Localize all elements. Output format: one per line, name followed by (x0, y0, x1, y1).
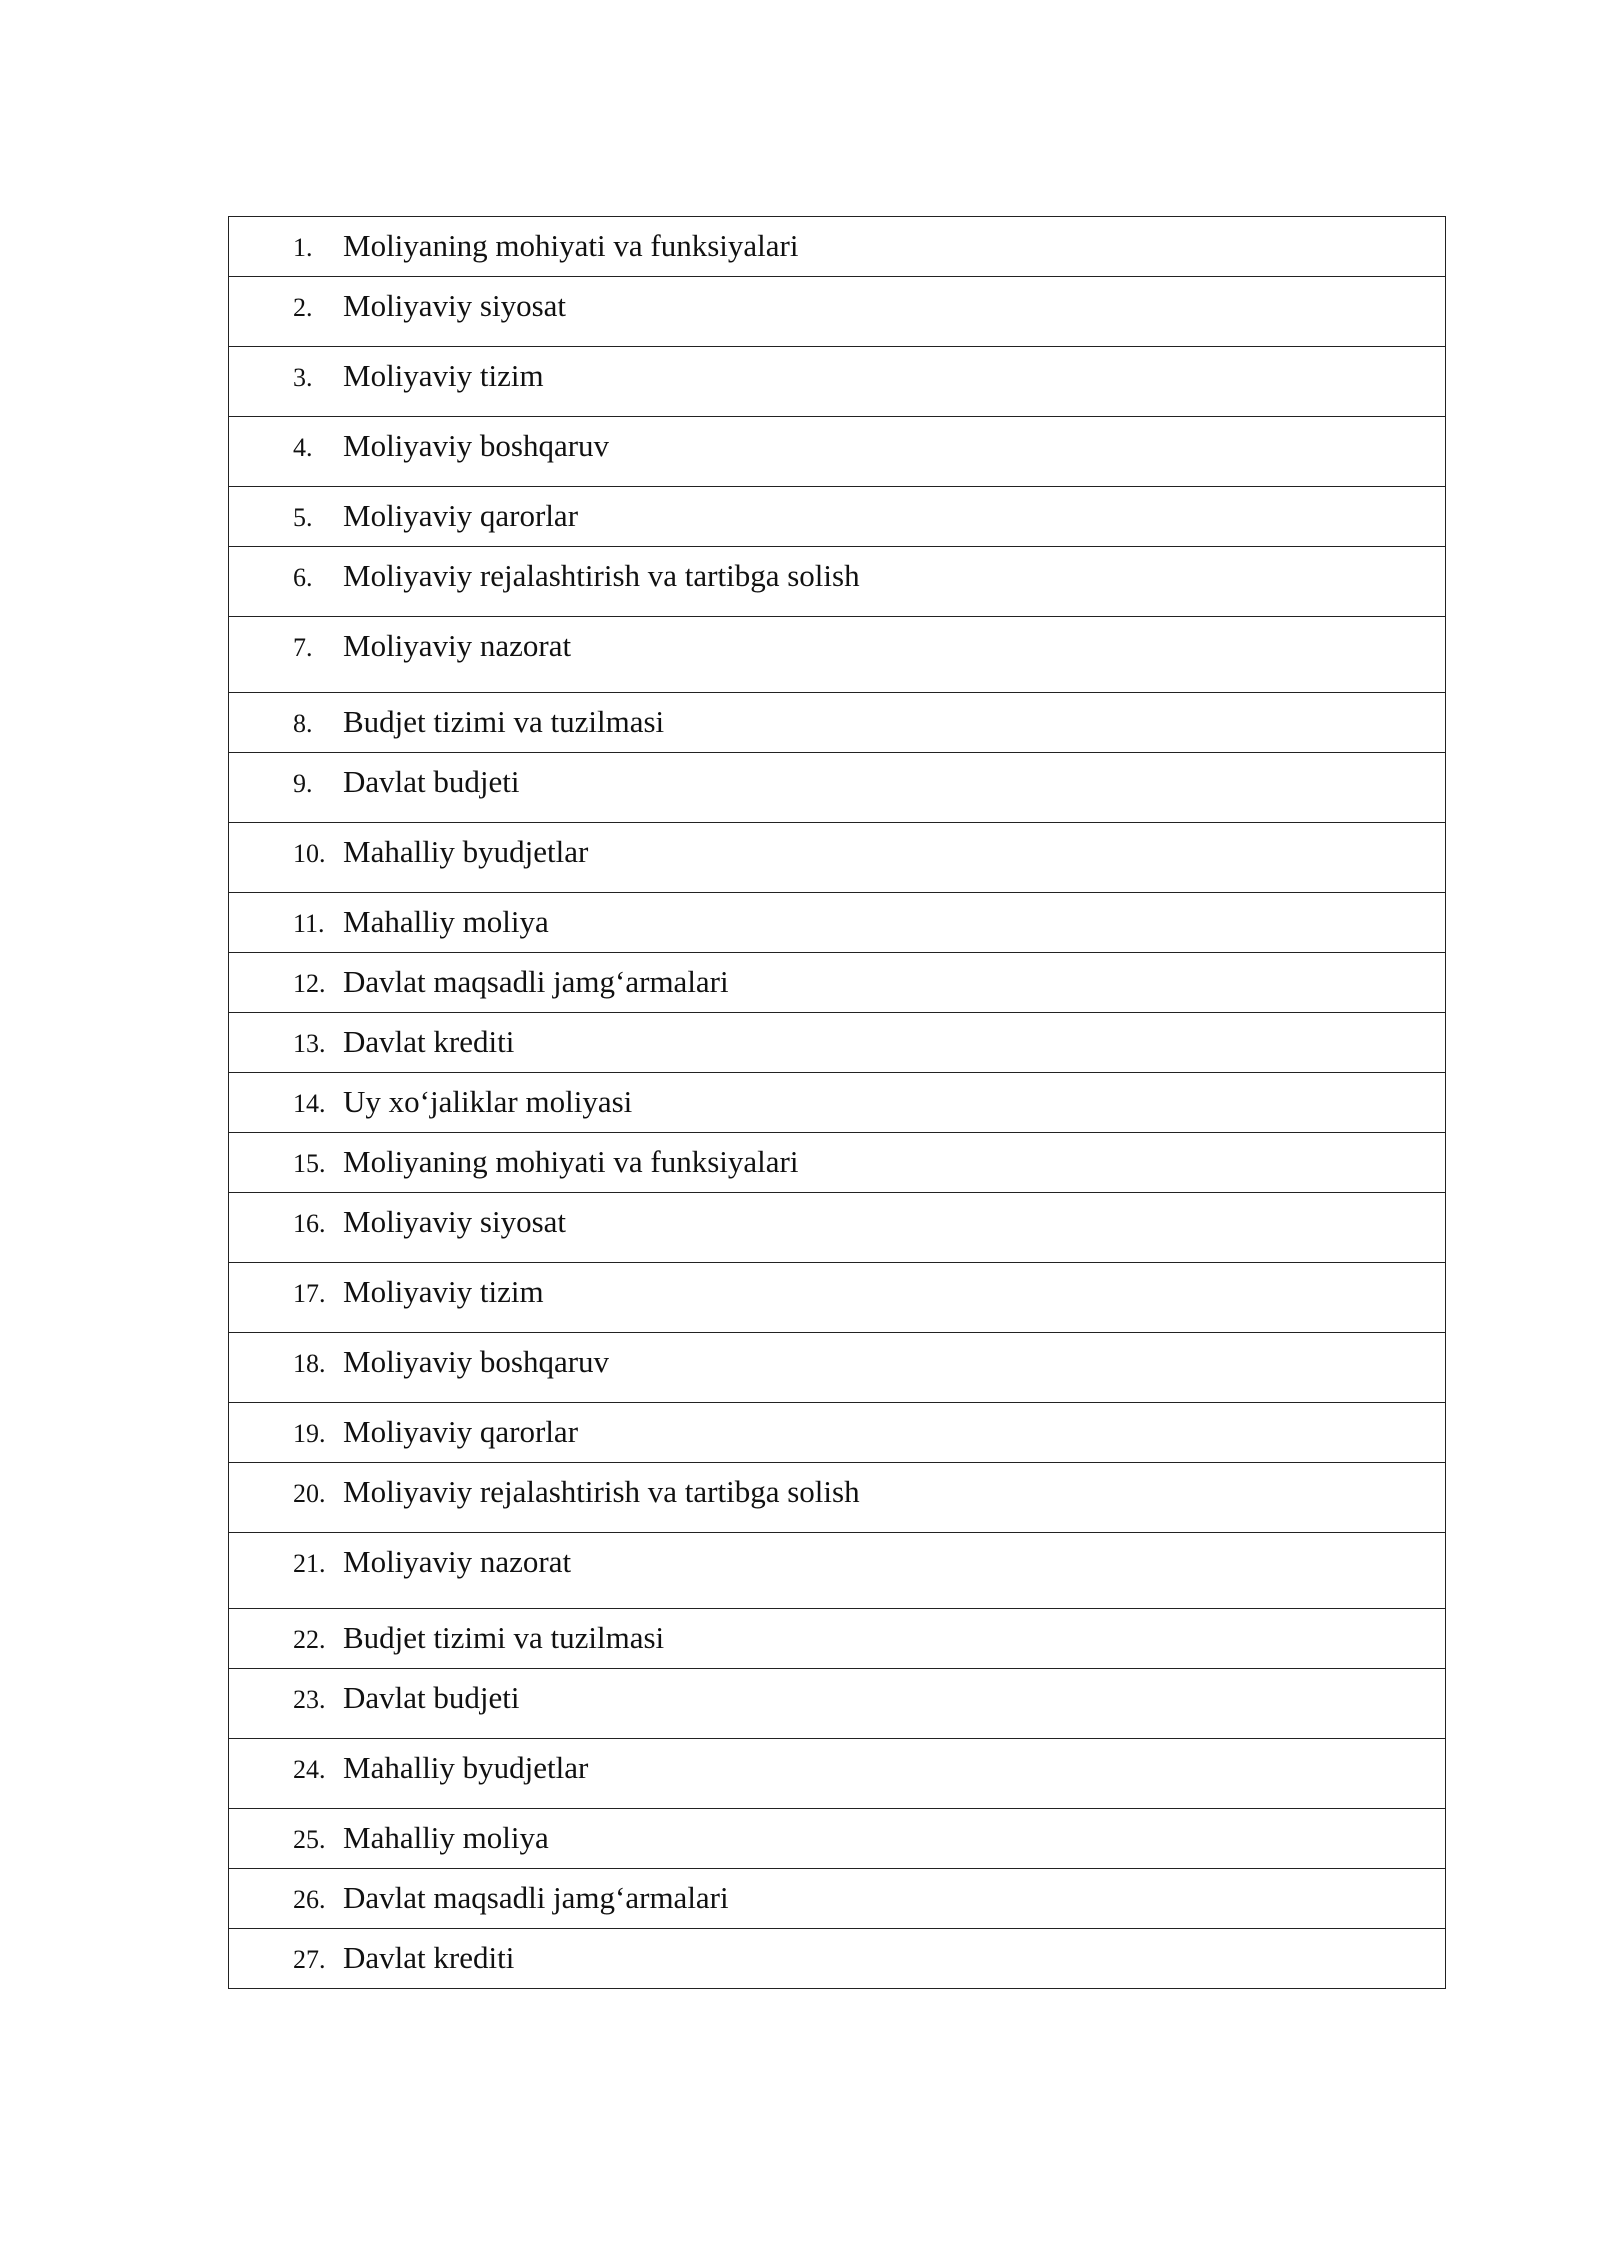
topic-item (229, 823, 1445, 881)
table-row (229, 1739, 1446, 1809)
table-row (229, 1669, 1446, 1739)
topic-item (229, 1333, 1445, 1391)
topic-item (229, 753, 1445, 811)
topic-cell (229, 953, 1446, 1013)
table-row (229, 617, 1446, 693)
table-row (229, 1193, 1446, 1263)
topic-item (229, 1669, 1445, 1727)
table-row (229, 1929, 1446, 1989)
topic-cell (229, 217, 1446, 277)
topic-number: 14. (293, 1089, 326, 1118)
topic-item (229, 1929, 1445, 1987)
topic-item (229, 277, 1445, 335)
topic-item (229, 1013, 1445, 1071)
topic-title: Davlat maqsadli jamg‘armalari (343, 1880, 729, 1915)
topic-item (229, 693, 1445, 751)
table-row (229, 753, 1446, 823)
table-row (229, 417, 1446, 487)
topic-cell (229, 1333, 1446, 1403)
topic-item (229, 1403, 1445, 1461)
topic-item (229, 347, 1445, 405)
topic-cell (229, 547, 1446, 617)
table-row (229, 1133, 1446, 1193)
topic-title: Moliyaning mohiyati va funksiyalari (343, 228, 799, 263)
topic-number: 19. (293, 1419, 326, 1448)
topic-cell (229, 893, 1446, 953)
topic-number: 17. (293, 1279, 326, 1308)
topic-item (229, 1869, 1445, 1927)
topic-number: 3. (293, 363, 313, 392)
topic-title: Budjet tizimi va tuzilmasi (343, 704, 665, 739)
topic-title: Moliyaviy tizim (343, 1274, 544, 1309)
topic-title: Davlat budjeti (343, 764, 520, 799)
topics-table-body (229, 217, 1446, 1989)
topic-title: Moliyaviy qarorlar (343, 1414, 579, 1449)
topic-title: Moliyaviy qarorlar (343, 498, 579, 533)
topic-number: 6. (293, 563, 313, 592)
topic-title: Mahalliy moliya (343, 904, 549, 939)
topic-number: 12. (293, 969, 326, 998)
topic-number: 7. (293, 633, 313, 662)
table-row (229, 347, 1446, 417)
topic-title: Moliyaviy tizim (343, 358, 544, 393)
table-row (229, 1073, 1446, 1133)
table-row (229, 823, 1446, 893)
table-row (229, 1869, 1446, 1929)
topic-cell (229, 277, 1446, 347)
topic-number: 24. (293, 1755, 326, 1784)
table-row (229, 1013, 1446, 1073)
table-row (229, 217, 1446, 277)
topic-title: Moliyaviy nazorat (343, 628, 572, 663)
topic-cell (229, 1193, 1446, 1263)
topic-title: Davlat krediti (343, 1940, 515, 1975)
topic-cell (229, 1609, 1446, 1669)
topic-cell (229, 1463, 1446, 1533)
table-row (229, 693, 1446, 753)
table-row (229, 1609, 1446, 1669)
topic-title: Moliyaviy rejalashtirish va tartibga solish (343, 1474, 860, 1509)
topic-cell (229, 1013, 1446, 1073)
topic-title: Moliyaviy boshqaruv (343, 428, 610, 463)
topic-item (229, 547, 1445, 605)
topic-title: Moliyaviy siyosat (343, 1204, 567, 1239)
topic-title: Budjet tizimi va tuzilmasi (343, 1620, 665, 1655)
topic-title: Moliyaning mohiyati va funksiyalari (343, 1144, 799, 1179)
topic-title: Mahalliy byudjetlar (343, 1750, 589, 1785)
topic-item (229, 217, 1445, 275)
topic-number: 4. (293, 433, 313, 462)
topic-item (229, 1463, 1445, 1521)
topic-item (229, 617, 1445, 675)
topic-number: 1. (293, 233, 313, 262)
topic-cell (229, 1669, 1446, 1739)
topic-cell (229, 1533, 1446, 1609)
topic-number: 9. (293, 769, 313, 798)
topic-cell (229, 1133, 1446, 1193)
topic-cell (229, 417, 1446, 487)
topic-title: Mahalliy moliya (343, 1820, 549, 1855)
topic-item (229, 1809, 1445, 1867)
topic-number: 26. (293, 1885, 326, 1914)
topic-number: 23. (293, 1685, 326, 1714)
table-row (229, 547, 1446, 617)
table-row (229, 893, 1446, 953)
topic-number: 13. (293, 1029, 326, 1058)
topic-item (229, 1073, 1445, 1131)
table-row (229, 1333, 1446, 1403)
topic-number: 21. (293, 1549, 326, 1578)
topic-number: 22. (293, 1625, 326, 1654)
table-row (229, 953, 1446, 1013)
topic-cell (229, 1073, 1446, 1133)
topic-title: Davlat budjeti (343, 1680, 520, 1715)
topic-cell (229, 1263, 1446, 1333)
topic-title: Moliyaviy boshqaruv (343, 1344, 610, 1379)
table-row (229, 1403, 1446, 1463)
table-row (229, 1809, 1446, 1869)
topic-number: 16. (293, 1209, 326, 1238)
table-row (229, 1463, 1446, 1533)
topic-title: Moliyaviy siyosat (343, 288, 567, 323)
topic-title: Moliyaviy rejalashtirish va tartibga solish (343, 558, 860, 593)
topic-number: 10. (293, 839, 326, 868)
topics-table (228, 216, 1446, 1989)
topic-number: 11. (293, 909, 325, 938)
topic-item (229, 487, 1445, 545)
topic-cell (229, 1809, 1446, 1869)
topic-cell (229, 1869, 1446, 1929)
topic-cell (229, 1403, 1446, 1463)
topic-number: 27. (293, 1945, 326, 1974)
topic-item (229, 1133, 1445, 1191)
topic-title: Davlat krediti (343, 1024, 515, 1059)
table-row (229, 277, 1446, 347)
topic-cell (229, 347, 1446, 417)
topic-item (229, 1193, 1445, 1251)
topic-item (229, 1609, 1445, 1667)
topic-cell (229, 823, 1446, 893)
table-row (229, 487, 1446, 547)
topic-item (229, 953, 1445, 1011)
topic-title: Davlat maqsadli jamg‘armalari (343, 964, 729, 999)
topic-title: Mahalliy byudjetlar (343, 834, 589, 869)
topic-number: 18. (293, 1349, 326, 1378)
topic-number: 25. (293, 1825, 326, 1854)
topic-title: Moliyaviy nazorat (343, 1544, 572, 1579)
topic-number: 15. (293, 1149, 326, 1178)
table-row (229, 1263, 1446, 1333)
topic-number: 8. (293, 709, 313, 738)
topic-number: 5. (293, 503, 313, 532)
topic-title: Uy xo‘jaliklar moliyasi (343, 1084, 633, 1119)
topic-cell (229, 487, 1446, 547)
topic-cell (229, 693, 1446, 753)
topic-number: 2. (293, 293, 313, 322)
topic-cell (229, 1739, 1446, 1809)
topic-cell (229, 617, 1446, 693)
topic-item (229, 1533, 1445, 1591)
topic-cell (229, 753, 1446, 823)
table-row (229, 1533, 1446, 1609)
topic-cell (229, 1929, 1446, 1989)
topic-item (229, 417, 1445, 475)
topic-item (229, 893, 1445, 951)
topic-item (229, 1263, 1445, 1321)
topic-number: 20. (293, 1479, 326, 1508)
topic-item (229, 1739, 1445, 1797)
